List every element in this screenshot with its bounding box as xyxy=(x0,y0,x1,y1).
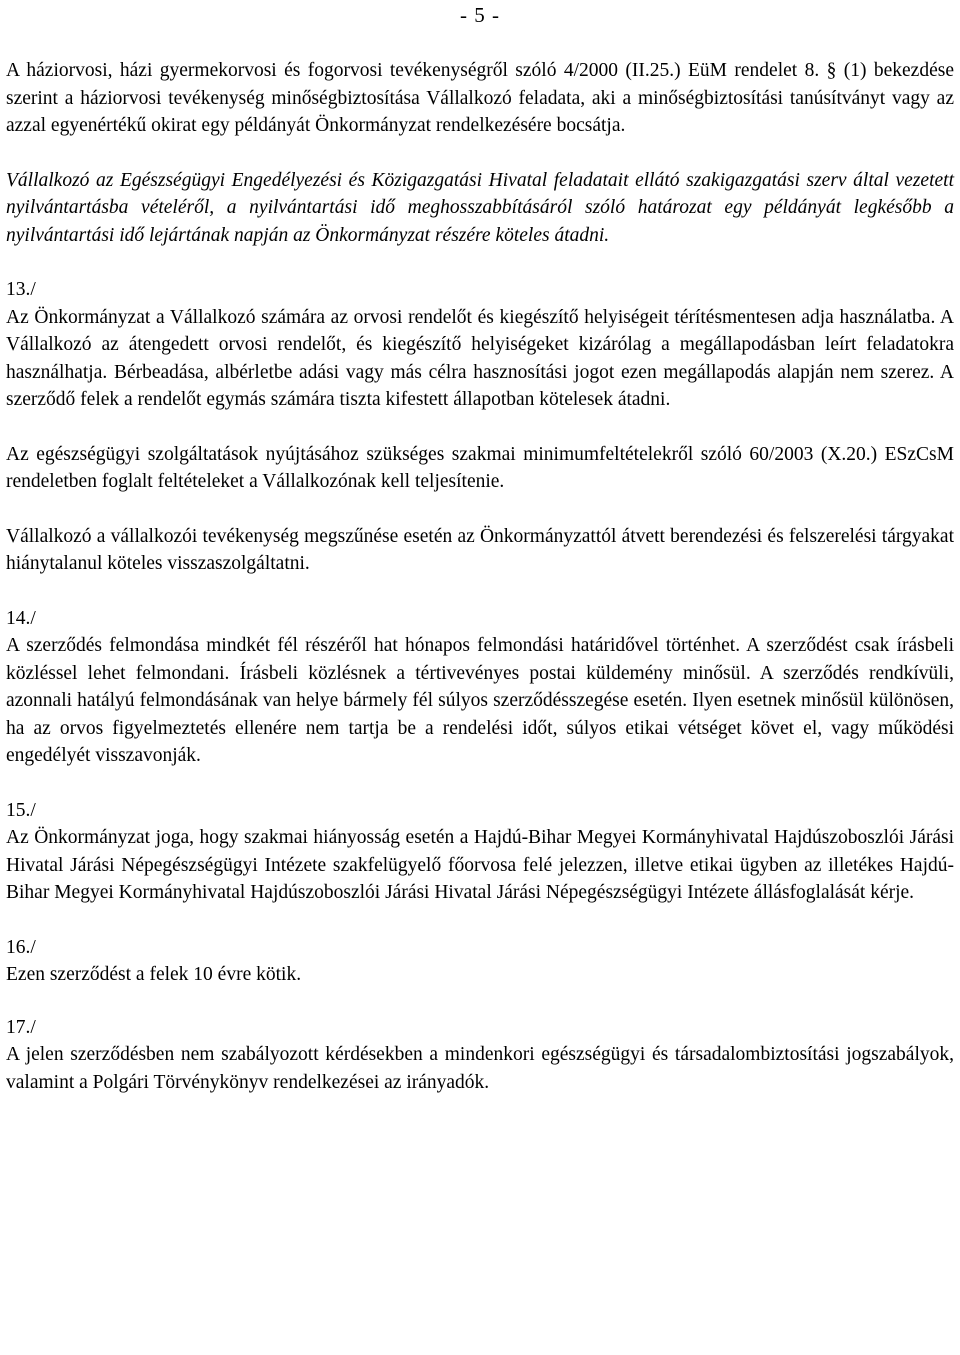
section-number: 14./ xyxy=(6,607,36,629)
section-13-paragraph: Vállalkozó a vállalkozói tevékenység megszűnése esetén az Önkormányzattól átvett berendezési és felszerelési tárgyakat hiánytalanul köteles visszaszolgáltatni. xyxy=(6,525,954,574)
section-13-paragraph xyxy=(6,276,954,414)
page-number: - 5 - xyxy=(460,3,500,27)
section-14 xyxy=(6,605,954,770)
section-text: A jelen szerződésben nem szabályozott kérdésekben a mindenkori egészségügyi és társadalombiztosítási jogszabályok, valamint a Polgári Törvénykönyv rendelkezései az irányadók. xyxy=(6,1044,954,1093)
section-14-paragraph xyxy=(6,605,954,770)
section-15-paragraph xyxy=(6,797,954,907)
section-number: 17./ xyxy=(6,1016,36,1038)
paragraph-registration-obligation: Vállalkozó az Egészségügyi Engedélyezési és Közigazgatási Hivatal feladatait ellátó szakigazgatási szerv által vezetett nyilvántartásba vételéről, a nyilvántartási idő meghosszabbításáról szóló határozat egy példányát legkésőbb a nyilvántartási idő lejártának napján az Önkormányzat részére köteles átadni. xyxy=(6,169,954,246)
section-16-paragraph xyxy=(6,934,954,989)
section-15 xyxy=(6,797,954,907)
section-text: Ezen szerződést a felek 10 évre kötik. xyxy=(6,964,302,985)
section-number: 15./ xyxy=(6,799,36,821)
section-text: Az Önkormányzat a Vállalkozó számára az orvosi rendelőt és kiegészítő helyiségeit térítésmentesen adja használatba. A Vállalkozó az átengedett orvosi rendelőt, és kiegészítő helyiségeket kizárólag a megállapodásban leírt feladatokra használhatja. Bérbeadása, albérletbe adási vagy más célra hasznosítási jogot ezen megállapodás alapján nem szerez. A szerződő felek a rendelőt egymás számára tiszta kifestett állapotban kötelesek átadni. xyxy=(6,306,954,410)
section-13 xyxy=(6,276,954,578)
section-number: 16./ xyxy=(6,936,36,958)
section-17-paragraph xyxy=(6,1014,954,1097)
paragraph-regulation-reference: A háziorvosi, házi gyermekorvosi és fogorvosi tevékenységről szóló 4/2000 (II.25.) EüM rendelet 8. § (1) bekezdése szerint a háziorvosi tevékenység minőségbiztosítása Vállalkozó feladata, aki a minőségbiztosítási tanúsítványt vagy az azzal egyenértékű okirat egy példányát Önkormányzat rendelkezésére bocsátja. xyxy=(6,60,954,136)
section-17 xyxy=(6,1014,954,1097)
section-13-paragraph: Az egészségügyi szolgáltatások nyújtásához szükséges szakmai minimumfeltételekről szóló 60/2003 (X.20.) ESzCsM rendeletben foglalt feltételeket a Vállalkozónak kell teljesítenie. xyxy=(6,443,954,492)
section-number: 13./ xyxy=(6,279,36,300)
section-text: Az Önkormányzat joga, hogy szakmai hiányosság esetén a Hajdú-Bihar Megyei Kormányhivatal Hajdúszoboszlói Járási Hivatal Járási Népegészségügyi Intézete szakfelügyelő főorvosa felé jelezzen, illetve etikai ügyben az illetékes Hajdú-Bihar Megyei Kormányhivatal Hajdúszoboszlói Járási Hivatal Járási Népegészségügyi Intézete állásfoglalását kérje. xyxy=(6,827,954,903)
section-16 xyxy=(6,934,954,989)
section-text: A szerződés felmondása mindkét fél részéről hat hónapos felmondási határidővel történhet. A szerződést csak írásbeli közléssel lehet felmondani. Írásbeli közlésnek a tértivevényes postai küldemény minősül. A szerződés rendkívüli, azonnali hatályú felmondásának van helye bármely fél súlyos szerződésszegése esetén. Ilyen esetnek minősül különösen, ha az orvos figyelmeztetés ellenére nem tartja be a rendelési időt, súlyos etikai vétséget követ el, vagy működési engedélyét visszavonják. xyxy=(6,635,954,766)
document-page xyxy=(6,0,954,1123)
